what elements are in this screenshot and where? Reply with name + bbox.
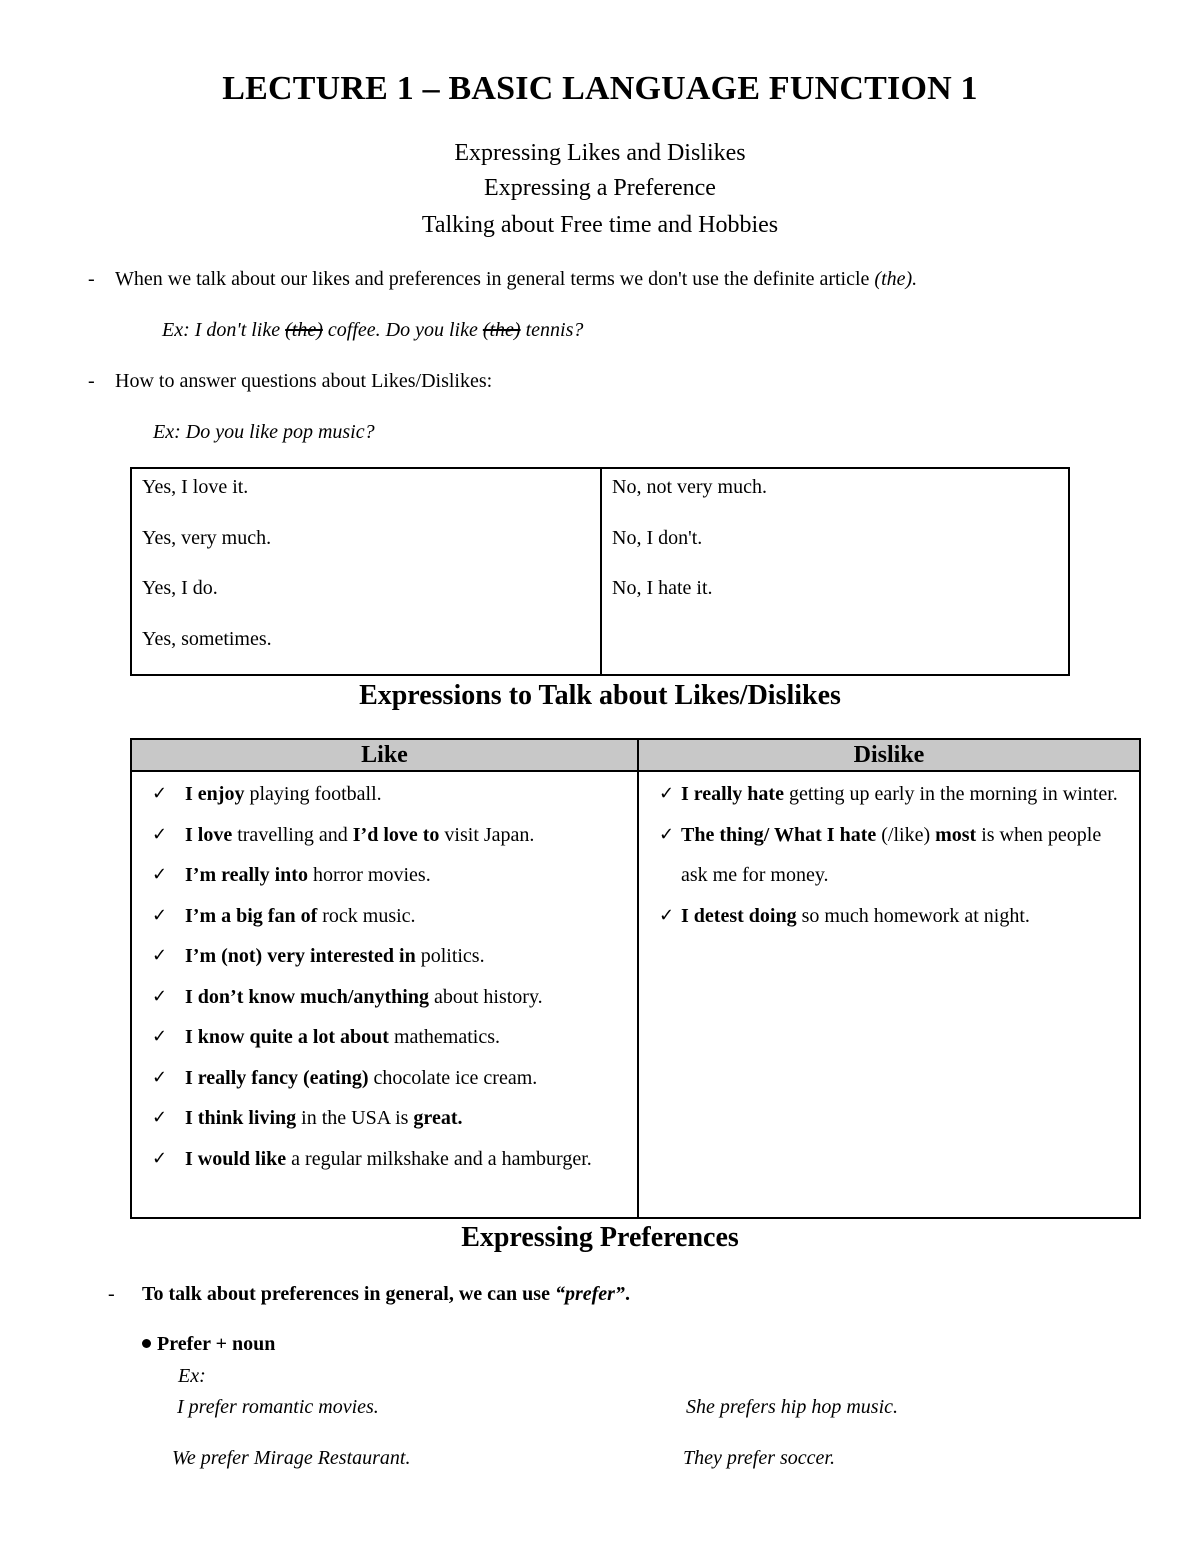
like-expression: ✓ I don’t know much/anything about history.	[132, 977, 637, 1018]
check-icon: ✓	[152, 783, 168, 804]
dislike-expression: ✓ I detest doing so much homework at night.	[639, 896, 1139, 937]
prefer-noun-label: Prefer + noun	[157, 1333, 276, 1355]
expressions-heading: Expressions to Talk about Likes/Dislikes	[359, 680, 841, 711]
article-example	[162, 319, 583, 342]
like-expression: ✓ I love travelling and I’d love to visit Japan.	[132, 815, 637, 856]
dash-marker: -	[108, 1283, 115, 1305]
struck-article: (the)	[482, 319, 521, 341]
like-column	[132, 772, 639, 1217]
prefer-word: “prefer”	[554, 1283, 625, 1305]
dislike-column	[639, 772, 1139, 1217]
check-icon: ✓	[152, 945, 168, 966]
like-expression: ✓ I think living in the USA is great.	[132, 1098, 637, 1139]
like-expression: ✓ I’m (not) very interested in politics.	[132, 936, 637, 977]
dislike-column-header: Dislike	[853, 742, 925, 768]
dash-marker: -	[88, 268, 95, 290]
prefer-note: To talk about preferences in general, we can use “prefer”.	[142, 1283, 630, 1305]
no-answer: No, I don't.	[612, 526, 703, 549]
prefer-example-label: Ex:	[178, 1365, 206, 1387]
article-note	[115, 268, 917, 291]
yes-answer: Yes, sometimes.	[142, 627, 272, 650]
check-icon: ✓	[152, 1147, 168, 1169]
check-icon: ✓	[152, 1066, 168, 1088]
yes-answer: Yes, I love it.	[142, 476, 249, 498]
like-expression: ✓ I really fancy (eating) chocolate ice cream.	[132, 1058, 637, 1099]
check-icon: ✓	[659, 823, 675, 845]
like-expression: ✓ I would like a regular milkshake and a hamburger.	[132, 1139, 637, 1180]
check-icon: ✓	[152, 985, 168, 1007]
example-part-b: coffee. Do you like	[322, 319, 483, 341]
dislike-expression: ✓ I really hate getting up early in the morning in winter.	[639, 774, 1139, 815]
check-icon: ✓	[152, 823, 168, 845]
like-expression: ✓ I know quite a lot about mathematics.	[132, 1017, 637, 1058]
dash-marker: -	[88, 370, 95, 392]
article-note-text: When we talk about our likes and preferences in general terms we don't use the definite article	[115, 268, 875, 290]
prefer-example: We prefer Mirage Restaurant.	[172, 1447, 411, 1469]
check-icon: ✓	[152, 1107, 168, 1128]
example-part-c: tennis?	[520, 319, 584, 341]
yes-answers-column	[132, 469, 600, 674]
no-answer: No, I hate it.	[612, 577, 713, 599]
like-expression: ✓ I’m a big fan of rock music.	[132, 896, 637, 937]
example-part-a: Ex: I don't like	[162, 319, 286, 341]
dislike-expression: ✓ The thing/ What I hate (/like) most is when people ask me for money.	[639, 815, 1139, 896]
prefer-noun-bullet	[142, 1333, 275, 1356]
expressions-table	[130, 738, 1141, 1219]
expressions-table-header	[132, 740, 1139, 772]
preferences-heading: Expressing Preferences	[461, 1222, 739, 1253]
check-icon: ✓	[152, 1026, 168, 1047]
prefer-note-text: To talk about preferences in general, we can use	[142, 1283, 555, 1305]
bullet-icon	[142, 1339, 151, 1348]
check-icon: ✓	[152, 904, 168, 926]
like-expression: ✓ I’m really into horror movies.	[132, 855, 637, 896]
yes-answer: Yes, I do.	[142, 577, 218, 599]
no-answers-column	[600, 469, 1068, 674]
prefer-example: I prefer romantic movies.	[177, 1396, 379, 1418]
check-icon: ✓	[152, 864, 168, 885]
check-icon: ✓	[659, 783, 675, 804]
check-icon: ✓	[659, 904, 675, 926]
subtitle-likes: Expressing Likes and Dislikes	[454, 140, 746, 166]
page-title: LECTURE 1 – BASIC LANGUAGE FUNCTION 1	[222, 70, 978, 107]
answers-table	[130, 467, 1070, 676]
answer-note: How to answer questions about Likes/Dislikes:	[115, 370, 493, 392]
like-expression: ✓ I enjoy playing football.	[132, 774, 637, 815]
subtitle-preference: Expressing a Preference	[484, 175, 716, 201]
article-note-emph: (the).	[874, 268, 918, 290]
prefer-example: They prefer soccer.	[683, 1447, 835, 1469]
no-answer: No, not very much.	[612, 476, 767, 498]
prefer-example: She prefers hip hop music.	[686, 1396, 899, 1418]
subtitle-hobbies: Talking about Free time and Hobbies	[421, 212, 779, 238]
question-example: Ex: Do you like pop music?	[153, 421, 375, 443]
struck-article: (the)	[285, 319, 323, 341]
yes-answer: Yes, very much.	[142, 526, 272, 549]
like-column-header: Like	[132, 740, 639, 770]
